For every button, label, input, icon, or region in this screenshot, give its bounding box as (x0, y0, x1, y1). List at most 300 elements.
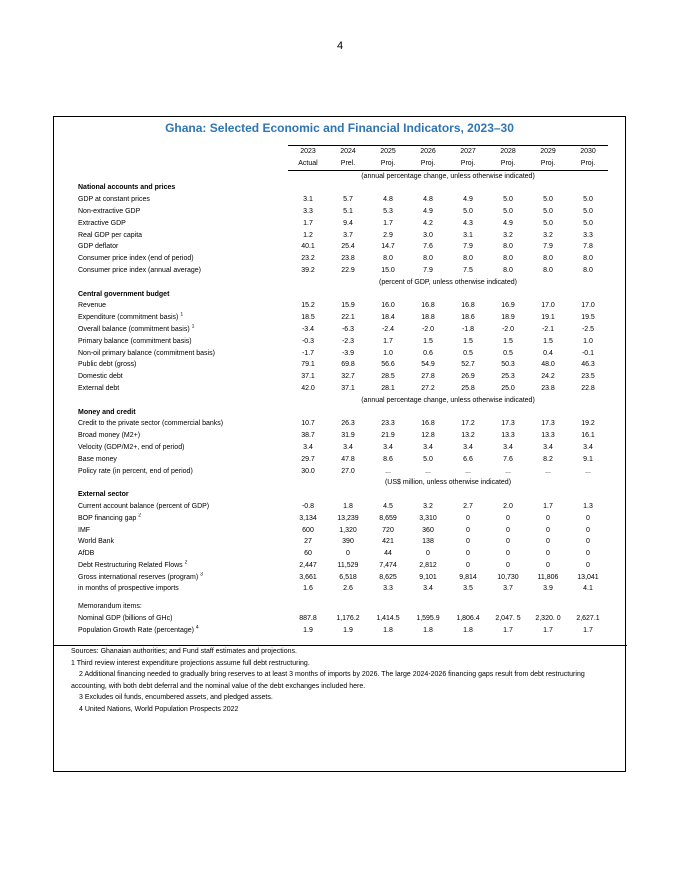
row-label-text: BOP financing gap (78, 514, 137, 522)
table-cell: 1.9 (343, 626, 353, 634)
table-cell: 1.5 (463, 337, 473, 345)
table-cell: 0 (506, 561, 510, 569)
row-label (78, 536, 284, 548)
table-cell: 3.3 (583, 231, 593, 239)
table-cell: 9.4 (343, 219, 353, 227)
table-cell: 8.6 (383, 455, 393, 463)
table-cell: 13.2 (461, 432, 475, 440)
table-cell: 25.3 (501, 373, 515, 381)
table-cell (528, 601, 568, 613)
table-cell: 2,047. 5 (495, 615, 521, 623)
row-label (78, 601, 284, 613)
table-cell: 3.4 (463, 443, 473, 451)
table-cell: 0 (546, 561, 550, 569)
table-cell: -2.5 (581, 325, 595, 333)
table-cell: 52.7 (461, 361, 475, 369)
row-label-text: Nominal GDP (billions of GHc) (78, 615, 173, 623)
table-cell: 28.5 (381, 373, 395, 381)
table-cell: 4.1 (583, 585, 593, 593)
table-cell: 8.0 (503, 266, 513, 274)
table-cell: 1,176.2 (336, 615, 360, 623)
table-cell: 4.8 (383, 196, 393, 204)
table-row (78, 572, 608, 584)
table-cell: 3.4 (343, 443, 353, 451)
table-cell: 0 (506, 550, 510, 558)
table-cell: 25.4 (341, 243, 355, 251)
table-row (78, 206, 608, 218)
footnotes (71, 645, 616, 715)
row-label (78, 560, 284, 572)
year-header: 2027 (448, 146, 488, 158)
table-cell: 3.3 (383, 585, 393, 593)
table-cell: 3.4 (583, 443, 593, 451)
table-cell: 19.1 (541, 314, 555, 322)
row-label-text: External debt (78, 384, 120, 392)
year-header: 2030 (568, 146, 608, 158)
table-cell: 4.2 (423, 219, 433, 227)
table-cell: 22.9 (341, 266, 355, 274)
footnote-marker: 4 (195, 624, 199, 631)
basis-header: Actual (288, 158, 328, 170)
table-row (78, 601, 608, 613)
table-cell: 16.8 (421, 302, 435, 310)
table-row (78, 218, 608, 230)
table-cell: 16.9 (501, 302, 515, 310)
table-row (78, 583, 608, 595)
table-cell: 1.8 (383, 626, 393, 634)
row-label (78, 583, 284, 595)
row-label (78, 194, 284, 206)
table-cell: 0 (506, 538, 510, 546)
footnote-marker: 3 (200, 571, 203, 578)
table-cell: 15.0 (381, 266, 395, 274)
table-cell: 5.7 (343, 196, 353, 204)
table-cell: -2.1 (541, 325, 555, 333)
table-row (78, 501, 608, 513)
table-row (78, 430, 608, 442)
table-cell: 9,814 (459, 573, 477, 581)
row-label (78, 371, 284, 383)
table-cell: 40.1 (301, 243, 315, 251)
table-cell: 0 (346, 550, 350, 558)
table-cell: 1.3 (583, 502, 593, 510)
table-cell: 1.9 (303, 626, 313, 634)
row-label-text: Base money (78, 455, 117, 463)
table-cell: 8.2 (543, 455, 553, 463)
table-cell: 5.3 (383, 207, 393, 215)
basis-header-row (78, 158, 608, 170)
table-cell: 3.1 (303, 196, 313, 204)
table-cell: 23.5 (581, 373, 595, 381)
table-cell: 4.9 (463, 196, 473, 204)
table-row (78, 312, 608, 324)
table-cell: 1.7 (543, 626, 553, 634)
table-cell: 2.6 (343, 585, 353, 593)
table-cell: 5.1 (343, 207, 353, 215)
row-label (78, 230, 284, 242)
table-cell: 23.2 (301, 255, 315, 263)
table-cell: 6.6 (463, 455, 473, 463)
year-header-row (78, 146, 608, 158)
table-cell (328, 601, 368, 613)
table-cell: 42.0 (301, 384, 315, 392)
table-cell: 3.7 (343, 231, 353, 239)
unit-row (78, 277, 608, 289)
table-cell: -2.0 (501, 325, 515, 333)
table-row (78, 194, 608, 206)
table-cell: 31.9 (341, 432, 355, 440)
table-cell: 3,310 (419, 514, 437, 522)
table-cell: 7,474 (379, 561, 397, 569)
table-cell: 7.9 (543, 243, 553, 251)
table-cell: 8.0 (543, 266, 553, 274)
table-cell: 3.1 (463, 231, 473, 239)
row-label (78, 418, 284, 430)
row-label (78, 613, 284, 625)
year-header: 2023 (288, 146, 328, 158)
table-cell: 1.5 (423, 337, 433, 345)
table-row (78, 383, 608, 395)
table-cell: ... (505, 467, 511, 475)
table-cell: 14.7 (381, 243, 395, 251)
section-label: National accounts and prices (78, 184, 176, 192)
table-row (78, 442, 608, 454)
table-cell: 13,041 (577, 573, 599, 581)
table-cell: 60 (304, 550, 312, 558)
table-cell: 17.0 (541, 302, 555, 310)
table-cell: 720 (382, 526, 394, 534)
page-number: 4 (336, 40, 344, 52)
table-row (78, 336, 608, 348)
basis-header: Prel. (328, 158, 368, 170)
table-cell: 1.8 (423, 626, 433, 634)
table-cell: 0 (466, 538, 470, 546)
table-cell: 1.5 (503, 337, 513, 345)
table-cell: 21.9 (381, 432, 395, 440)
table-cell: 23.3 (381, 420, 395, 428)
table-cell: 1.7 (303, 219, 313, 227)
unit-label: (US$ million, unless otherwise indicated) (384, 479, 512, 487)
table-cell: 17.2 (461, 420, 475, 428)
table-cell: 3.4 (543, 443, 553, 451)
row-label-text: World Bank (78, 538, 115, 546)
table-row (78, 418, 608, 430)
footnote-marker: 1 (180, 312, 184, 318)
table-cell: 22.1 (341, 314, 355, 322)
table-cell: 11,529 (337, 561, 359, 569)
table-cell: 15.2 (301, 302, 315, 310)
table-cell: 8,625 (379, 573, 397, 581)
table-cell: 1.7 (383, 219, 393, 227)
table-cell: 8.0 (503, 243, 513, 251)
table-cell (488, 601, 528, 613)
basis-header: Proj. (368, 158, 408, 170)
table-cell: 4.5 (383, 502, 393, 510)
table-cell: 4.9 (423, 207, 433, 215)
table-cell: -1.8 (461, 325, 475, 333)
table-cell: 421 (382, 538, 394, 546)
table-cell: 28.1 (381, 384, 395, 392)
row-label (78, 218, 284, 230)
table-cell: 7.8 (583, 243, 593, 251)
table-cell (448, 601, 488, 613)
table-cell: 8.0 (583, 266, 593, 274)
footnote-marker: 2 (138, 512, 141, 519)
unit-row (78, 477, 608, 489)
table-cell: 11,806 (537, 573, 559, 581)
table-cell: ... (465, 467, 471, 475)
table-cell: 0 (506, 526, 510, 534)
table-cell: 47.8 (341, 455, 355, 463)
table-cell: 7.6 (423, 243, 433, 251)
table-cell (368, 601, 408, 613)
table-cell: 5.0 (503, 196, 513, 204)
row-label-text: Extractive GDP (78, 219, 126, 227)
footnote-marker: 1 (191, 323, 195, 330)
table-title: Ghana: Selected Economic and Financial Indicators, 2023–30 (165, 121, 514, 135)
section-label: Central government budget (78, 290, 170, 298)
table-cell: 0 (466, 550, 470, 558)
table-row (78, 560, 608, 572)
row-label (78, 430, 284, 442)
row-label-text: Velocity (GDP/M2+, end of period) (78, 443, 185, 451)
table-row (78, 548, 608, 560)
table-cell: 1.7 (543, 502, 553, 510)
row-label-text: Gross international reserves (program) (78, 573, 199, 581)
row-label-text: Population Growth Rate (percentage) (78, 626, 194, 634)
table-cell: 4.3 (463, 219, 473, 227)
row-label (78, 312, 284, 324)
table-cell: 3.2 (503, 231, 513, 239)
table-cell: 50.3 (501, 361, 515, 369)
table-cell: 3.3 (303, 207, 313, 215)
table-cell: -0.3 (301, 337, 315, 345)
table-cell: 79.1 (301, 361, 315, 369)
table-cell: -0.8 (301, 502, 315, 510)
table-cell: 2,320. 0 (535, 615, 561, 623)
table-cell: 16.1 (581, 432, 595, 440)
table-cell: 600 (302, 526, 314, 534)
table-cell: 3.2 (423, 502, 433, 510)
table-cell: 1.7 (383, 337, 393, 345)
table-cell: 0 (426, 550, 430, 558)
row-label-text: Consumer price index (annual average) (78, 266, 201, 274)
table-cell: 23.8 (341, 255, 355, 263)
table-cell: 16.0 (381, 302, 395, 310)
footnote-4: 4 United Nations, World Population Prospects 2022 (79, 705, 239, 713)
row-label-text: Revenue (78, 302, 107, 310)
table-cell: 0 (506, 514, 510, 522)
table-row (78, 371, 608, 383)
table-cell: 0.6 (423, 349, 433, 357)
table-row (78, 525, 608, 537)
table-cell: 0 (546, 526, 550, 534)
table-cell: 29.7 (301, 455, 315, 463)
table-cell: 27.0 (341, 467, 355, 475)
table-cell: 2,447 (299, 561, 317, 569)
table-cell: 26.3 (341, 420, 355, 428)
table-cell: 18.5 (301, 314, 315, 322)
row-label (78, 383, 284, 395)
row-label-text: Non-extractive GDP (78, 207, 141, 215)
table-cell: 16.8 (461, 302, 475, 310)
table-cell: 12.8 (421, 432, 435, 440)
table-cell: 38.7 (301, 432, 315, 440)
table-cell: 13.3 (541, 432, 555, 440)
table-cell: 1,806.4 (456, 615, 480, 623)
table-cell: 5.0 (543, 207, 553, 215)
table-cell: 0 (546, 514, 550, 522)
table-cell: ... (545, 467, 551, 475)
table-row (78, 513, 608, 525)
table-row (78, 241, 608, 253)
basis-header: Proj. (448, 158, 488, 170)
table-cell: 10.7 (301, 420, 315, 428)
table-row (78, 625, 608, 637)
table-cell: 13,239 (337, 514, 359, 522)
table-cell: 8.0 (543, 255, 553, 263)
table-cell: 2.7 (463, 502, 473, 510)
table-cell: 1,320 (339, 526, 357, 534)
table-cell: ... (425, 467, 431, 475)
table-cell: -1.7 (301, 349, 315, 357)
table-cell: 8.0 (463, 255, 473, 263)
table-cell: 32.7 (341, 373, 355, 381)
table-cell: 1.2 (303, 231, 313, 239)
table-cell: 0 (466, 514, 470, 522)
table-row (78, 230, 608, 242)
table-cell: 22.8 (581, 384, 595, 392)
indicators-table-frame (53, 116, 626, 772)
row-label (78, 625, 284, 637)
table-cell: 8.0 (503, 255, 513, 263)
table-row (78, 454, 608, 466)
year-header: 2024 (328, 146, 368, 158)
row-label (78, 454, 284, 466)
table-cell: 27 (304, 538, 312, 546)
table-cell: 19.5 (581, 314, 595, 322)
table-cell: 5.0 (583, 196, 593, 204)
table-cell: 0 (466, 561, 470, 569)
table-row (78, 348, 608, 360)
table-cell: 3.9 (543, 585, 553, 593)
table-cell: 7.6 (503, 455, 513, 463)
row-label (78, 253, 284, 265)
table-cell: 0 (586, 526, 590, 534)
table-cell: 5.0 (543, 196, 553, 204)
table-cell: 8.0 (423, 255, 433, 263)
table-cell: 46.3 (581, 361, 595, 369)
unit-label: (annual percentage change, unless otherwise indicated) (361, 396, 535, 404)
row-label-text: AfDB (78, 550, 95, 558)
row-label (78, 442, 284, 454)
table-cell: 3.2 (543, 231, 553, 239)
basis-header: Proj. (408, 158, 448, 170)
row-label (78, 324, 284, 336)
row-label (78, 300, 284, 312)
table-cell: 25.8 (461, 384, 475, 392)
row-label-text: Non-oil primary balance (commitment basis) (78, 349, 215, 357)
table-cell: 2,812 (419, 561, 437, 569)
table-cell: 19.2 (581, 420, 595, 428)
table-cell: -2.0 (421, 325, 435, 333)
table-cell: 138 (422, 538, 434, 546)
table-cell (568, 601, 608, 613)
table-cell: 30.0 (301, 467, 315, 475)
table-cell: 23.8 (541, 384, 555, 392)
basis-header: Proj. (528, 158, 568, 170)
row-label-text: Debt Restructuring Related Flows (78, 561, 183, 569)
table-cell: 2.0 (503, 502, 513, 510)
row-label-text: Current account balance (percent of GDP) (78, 502, 210, 510)
table-cell: -3.9 (341, 349, 355, 357)
table-cell: 5.0 (583, 207, 593, 215)
source-note: Sources: Ghanaian authorities; and Fund staff estimates and projections. (54, 645, 627, 658)
table-cell: 0 (546, 550, 550, 558)
row-label (78, 336, 284, 348)
section-header-row (78, 407, 608, 419)
section-label: Money and credit (78, 408, 136, 416)
table-cell: 5.0 (463, 207, 473, 215)
row-label (78, 548, 284, 560)
table-cell: 7.5 (463, 266, 473, 274)
table-cell: 3.4 (303, 443, 313, 451)
table-cell: 3.4 (503, 443, 513, 451)
table-cell: 1,414.5 (376, 615, 400, 623)
table-row (78, 466, 608, 478)
table-cell: 390 (342, 538, 354, 546)
basis-header: Proj. (488, 158, 528, 170)
table-cell: 56.6 (381, 361, 395, 369)
table-cell: -3.4 (301, 325, 315, 333)
table-row (78, 613, 608, 625)
table-cell: ... (585, 467, 591, 475)
basis-header: Proj. (568, 158, 608, 170)
table-cell: 13.3 (501, 432, 515, 440)
table-cell: 8,659 (379, 514, 397, 522)
row-label (78, 348, 284, 360)
row-label-text: Public debt (gross) (78, 361, 137, 369)
section-header-row (78, 182, 608, 194)
row-label (78, 466, 284, 478)
row-label (78, 359, 284, 371)
year-header: 2025 (368, 146, 408, 158)
row-label (78, 572, 284, 584)
table-cell: 48.0 (541, 361, 555, 369)
table-cell: ... (385, 467, 391, 475)
table-cell: 44 (384, 550, 392, 558)
table-row (78, 536, 608, 548)
row-label-text: Primary balance (commitment basis) (78, 337, 192, 345)
table-cell: 1.0 (583, 337, 593, 345)
footnote-1: 1 Third review interest expenditure projections assume full debt restructuring. (71, 659, 310, 667)
table-cell: 7.9 (423, 266, 433, 274)
table-cell: 5.0 (423, 455, 433, 463)
table-row (78, 265, 608, 277)
table-cell: 8.0 (583, 255, 593, 263)
table-cell: 0.5 (463, 349, 473, 357)
table-cell: 3.4 (423, 443, 433, 451)
table-cell: 1.0 (383, 349, 393, 357)
table-cell: 3,134 (299, 514, 317, 522)
table-cell: 10,730 (497, 573, 519, 581)
section-label: External sector (78, 491, 129, 499)
table-cell: -0.1 (581, 349, 595, 357)
table-cell: 3.4 (423, 585, 433, 593)
table-cell: 0.5 (503, 349, 513, 357)
row-label-text: Consumer price index (end of period) (78, 255, 194, 263)
row-label (78, 265, 284, 277)
